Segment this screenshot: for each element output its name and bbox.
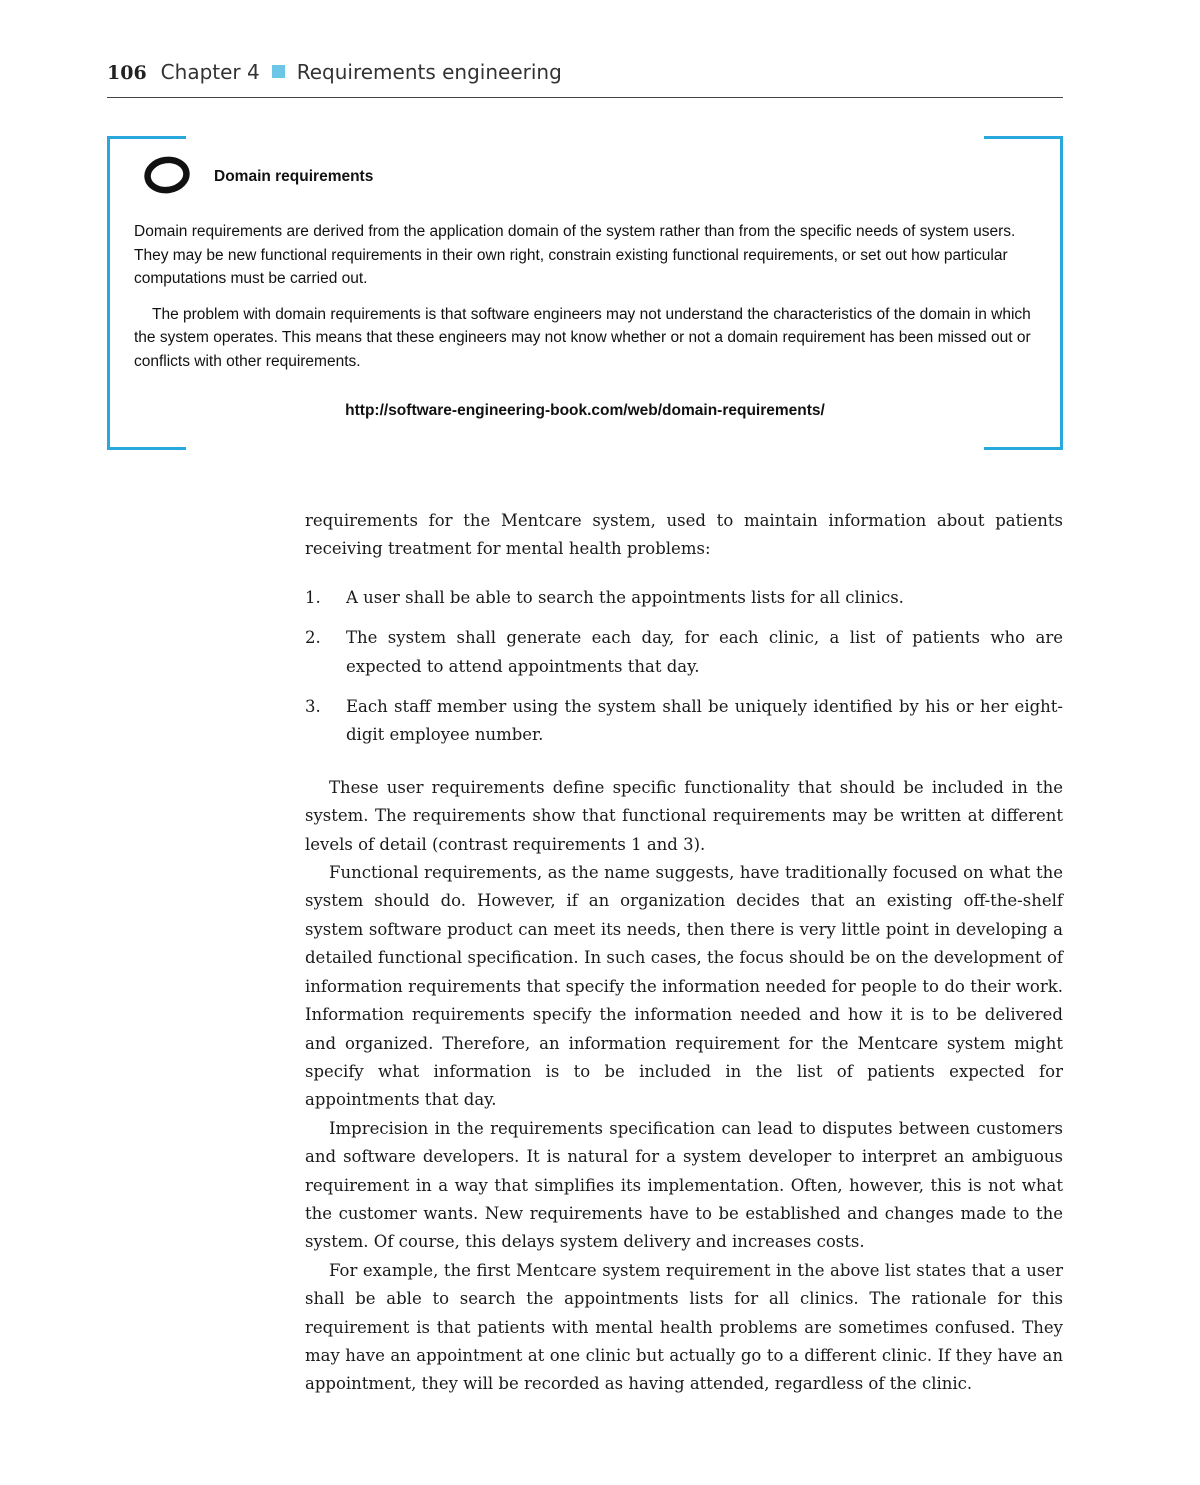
- chapter-label: Chapter 4: [160, 60, 260, 84]
- list-text: Each staff member using the system shall be uniquely identified by his or her eight-digit employee number.: [346, 697, 1063, 745]
- main-text: [305, 507, 1063, 1399]
- page-number: 106: [107, 62, 147, 84]
- list-number: 1.: [305, 587, 321, 607]
- ring-icon: [143, 156, 191, 194]
- list-item: [305, 693, 1063, 750]
- body-paragraph: These user requirements define specific functionality that should be included in the system. The requirements show that functional requirements may be written at different levels of detail (contrast requirements 1 and 3).: [305, 777, 1063, 854]
- running-head: [107, 60, 1063, 96]
- list-item: [305, 624, 1063, 681]
- list-text: The system shall generate each day, for each clinic, a list of patients who are expected to attend appointments that day.: [346, 628, 1063, 676]
- list-item: [305, 584, 1063, 612]
- sidebar-title: Domain requirements: [214, 168, 374, 185]
- body-paragraph: For example, the first Mentcare system requirement in the above list states that a user shall be able to search the appointments lists for all clinics. The rationale for this requirement is that patients with mental health problems are sometimes confused. They may have an appointment at one clinic but actually go to a different clinic. If they have an appointment, they will be recorded as having attended, regardless of the clinic.: [305, 1260, 1063, 1394]
- sidebar-paragraph: The problem with domain requirements is that software engineers may not understand the characteristics of the domain in which the system operates. This means that these engineers may not know whether or not a domain requirement has been missed out or conflicts with other requirements.: [134, 305, 1031, 370]
- list-number: 3.: [305, 697, 321, 717]
- chapter-title: Requirements engineering: [296, 60, 562, 84]
- square-bullet-icon: [272, 65, 285, 78]
- lead-paragraph: requirements for the Mentcare system, used to maintain information about patients receiving treatment for mental health problems:: [305, 511, 1063, 559]
- requirements-list: [305, 584, 1063, 750]
- header-rule: [107, 97, 1063, 98]
- list-text: A user shall be able to search the appointments lists for all clinics.: [346, 587, 904, 607]
- domain-requirements-sidebar: [107, 136, 1063, 444]
- sidebar-body: [134, 220, 1034, 385]
- sidebar-paragraph: Domain requirements are derived from the application domain of the system rather than from the specific needs of system users. They may be new functional requirements in their own right, constrain existing functional requirements, or set out how particular computations must be carried out.: [134, 223, 1016, 287]
- body-paragraph: Functional requirements, as the name suggests, have traditionally focused on what the system should do. However, if an organization decides that an existing off-the-shelf system software product can meet its needs, then there is very little point in developing a detailed functional specification. In such cases, the focus should be on the development of information requirements that specify the information needed for people to do their work. Information requirements specify the information needed and how it is to be delivered and organized. Therefore, an information requirement for the Mentcare system might specify what information is to be included in the list of patients expected for appointments that day.: [305, 863, 1063, 1110]
- domain-requirements-link[interactable]: http://software-engineering-book.com/web/domain-requirements/: [345, 402, 825, 419]
- body-paragraph: Imprecision in the requirements specification can lead to disputes between customers and software developers. It is natural for a system developer to interpret an ambiguous requirement in a way that simplifies its implementation. Often, however, this is not what the customer wants. New requirements have to be established and changes made to the system. Of course, this delays system delivery and increases costs.: [305, 1118, 1063, 1252]
- list-number: 2.: [305, 628, 321, 648]
